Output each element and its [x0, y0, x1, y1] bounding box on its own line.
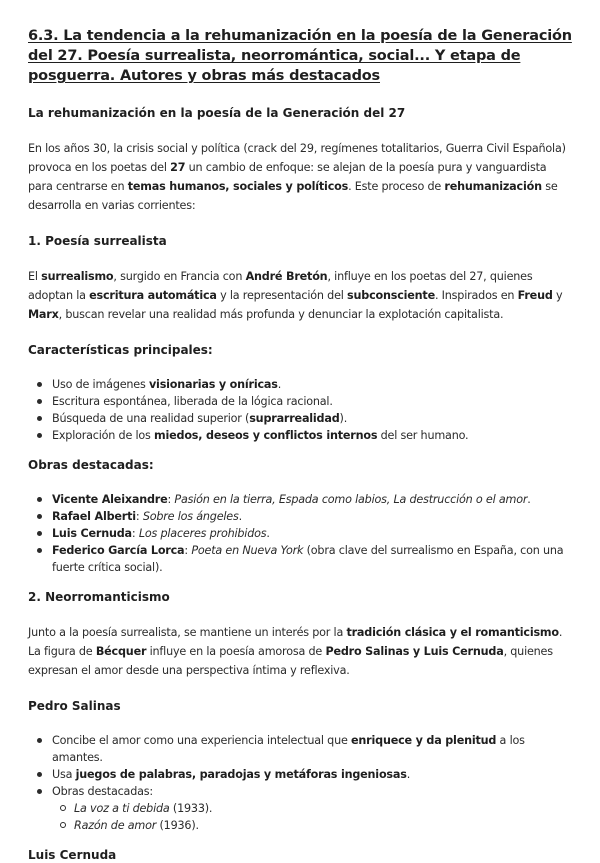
- salinas-works-list: [52, 800, 572, 834]
- list-item: Uso de imágenes visionarias y oníricas.: [52, 376, 572, 393]
- list-item: Concibe el amor como una experiencia intelectual que enriquece y da plenitud a los amantes.: [52, 732, 572, 766]
- list-item: Federico García Lorca: Poeta en Nueva York (obra clave del surrealismo en España, con una fuerte crítica social).: [52, 542, 572, 576]
- works-list: [28, 491, 572, 576]
- features-list: [28, 376, 572, 444]
- list-item: Razón de amor (1936).: [74, 817, 572, 834]
- list-item: Exploración de los miedos, deseos y conflictos internos del ser humano.: [52, 427, 572, 444]
- subheading-luis-cernuda: Luis Cernuda: [28, 848, 117, 862]
- list-item: Luis Cernuda: Los placeres prohibidos.: [52, 525, 572, 542]
- section-heading-surrealism: 1. Poesía surrealista: [28, 234, 167, 248]
- list-item: Rafael Alberti: Sobre los ángeles.: [52, 508, 572, 525]
- section-heading-rehumanization: La rehumanización en la poesía de la Generación del 27: [28, 106, 406, 120]
- paragraph-rehumanization: En los años 30, la crisis social y política (crack del 29, regímenes totalitarios, Guerra Civil Española) provoca en los poetas del 27 un cambio de enfoque: se alejan de la poesía pura y vanguardista para centrarse en temas humanos, sociales y políticos. Este proceso de rehumanización se desarrolla en varias corrientes:: [28, 142, 566, 212]
- subheading-works: Obras destacadas:: [28, 458, 154, 472]
- subheading-features: Características principales:: [28, 343, 213, 357]
- section-heading-neoromanticism: 2. Neorromanticismo: [28, 590, 170, 604]
- list-item: Vicente Aleixandre: Pasión en la tierra, Espada como labios, La destrucción o el amor.: [52, 491, 572, 508]
- paragraph-neoromanticism: Junto a la poesía surrealista, se mantiene un interés por la tradición clásica y el romanticismo. La figura de Bécquer influye en la poesía amorosa de Pedro Salinas y Luis Cernuda, quienes expresan el amor desde una perspectiva íntima y reflexiva.: [28, 626, 563, 677]
- list-item: Obras destacadas: La voz a ti debida (1933). Razón de amor (1936).: [52, 783, 572, 834]
- salinas-list: [28, 732, 572, 834]
- list-item: La voz a ti debida (1933).: [74, 800, 572, 817]
- list-item: Usa juegos de palabras, paradojas y metáforas ingeniosas.: [52, 766, 572, 783]
- subheading-pedro-salinas: Pedro Salinas: [28, 699, 121, 713]
- page-title: 6.3. La tendencia a la rehumanización en la poesía de la Generación del 27. Poesía surrealista, neorromántica, social... Y etapa de posguerra. Autores y obras más destacados: [28, 28, 572, 84]
- list-item: Escritura espontánea, liberada de la lógica racional.: [52, 393, 572, 410]
- list-item: Búsqueda de una realidad superior (suprarrealidad).: [52, 410, 572, 427]
- paragraph-surrealism: El surrealismo, surgido en Francia con André Bretón, influye en los poetas del 27, quienes adoptan la escritura automática y la representación del subconsciente. Inspirados en Freud y Marx, buscan revelar una realidad más profunda y denunciar la explotación capitalista.: [28, 270, 563, 321]
